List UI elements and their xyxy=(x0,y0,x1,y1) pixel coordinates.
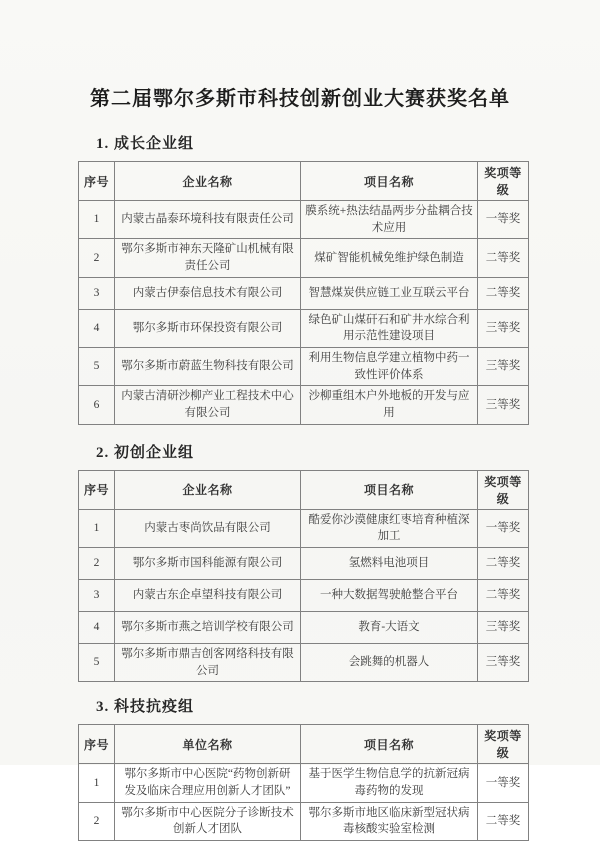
cell-award-level: 三等奖 xyxy=(478,644,529,682)
header-cell-index: 序号 xyxy=(79,725,115,764)
cell-index: 3 xyxy=(79,580,115,612)
cell-company-name: 鄂尔多斯市鼎吉创客网络科技有限公司 xyxy=(115,644,301,682)
header-cell-index: 序号 xyxy=(79,162,115,201)
cell-index: 3 xyxy=(79,277,115,309)
table-row xyxy=(79,548,529,580)
header-cell-award-level: 奖项等级 xyxy=(478,470,529,509)
table-row xyxy=(79,764,529,802)
cell-company-name: 鄂尔多斯市环保投资有限公司 xyxy=(115,309,301,347)
cell-company-name: 鄂尔多斯市燕之培训学校有限公司 xyxy=(115,612,301,644)
table-row xyxy=(79,348,529,386)
table-header-row xyxy=(79,162,529,201)
table-row xyxy=(79,509,529,547)
cell-index: 2 xyxy=(79,802,115,840)
header-cell-project-name: 项目名称 xyxy=(301,725,478,764)
cell-index: 4 xyxy=(79,309,115,347)
cell-award-level: 一等奖 xyxy=(478,764,529,802)
cell-unit-name: 鄂尔多斯市中心医院“药物创新研发及临床合理应用创新人才团队” xyxy=(115,764,301,802)
cell-award-level: 二等奖 xyxy=(478,580,529,612)
cell-unit-name: 鄂尔多斯市中心医院分子诊断技术创新人才团队 xyxy=(115,802,301,840)
header-cell-unit-name: 单位名称 xyxy=(115,725,301,764)
cell-company-name: 内蒙古东企卓望科技有限公司 xyxy=(115,580,301,612)
table-row xyxy=(79,386,529,424)
header-cell-project-name: 项目名称 xyxy=(301,162,478,201)
cell-project-name: 鄂尔多斯市地区临床新型冠状病毒核酸实验室检测 xyxy=(301,802,478,840)
cell-project-name: 一种大数据驾驶舱整合平台 xyxy=(301,580,478,612)
section-startup-group xyxy=(78,441,528,683)
cell-project-name: 基于医学生物信息学的抗新冠病毒药物的发现 xyxy=(301,764,478,802)
section-antiepidemic-group xyxy=(78,695,528,841)
table-row xyxy=(79,644,529,682)
growth-group-table xyxy=(78,161,529,425)
header-cell-company-name: 企业名称 xyxy=(115,162,301,201)
cell-award-level: 二等奖 xyxy=(478,239,529,277)
cell-project-name: 煤矿智能机械免维护绿色制造 xyxy=(301,239,478,277)
document-title: 第二届鄂尔多斯市科技创新创业大赛获奖名单 xyxy=(90,88,510,110)
cell-company-name: 内蒙古枣尚饮品有限公司 xyxy=(115,509,301,547)
cell-company-name: 鄂尔多斯市蔚蓝生物科技有限公司 xyxy=(115,348,301,386)
cell-project-name: 酷爱你沙漠健康红枣培育种植深加工 xyxy=(301,509,478,547)
startup-group-table xyxy=(78,470,529,683)
cell-project-name: 沙柳重组木户外地板的开发与应用 xyxy=(301,386,478,424)
cell-company-name: 鄂尔多斯市国科能源有限公司 xyxy=(115,548,301,580)
cell-company-name: 内蒙古晶泰环境科技有限责任公司 xyxy=(115,201,301,239)
table-row xyxy=(79,277,529,309)
cell-index: 1 xyxy=(79,764,115,802)
cell-index: 5 xyxy=(79,348,115,386)
cell-index: 4 xyxy=(79,612,115,644)
cell-index: 5 xyxy=(79,644,115,682)
header-cell-project-name: 项目名称 xyxy=(301,470,478,509)
cell-company-name: 鄂尔多斯市神东天隆矿山机械有限责任公司 xyxy=(115,239,301,277)
cell-project-name: 氢燃料电池项目 xyxy=(301,548,478,580)
table-row xyxy=(79,309,529,347)
cell-project-name: 会跳舞的机器人 xyxy=(301,644,478,682)
header-cell-award-level: 奖项等级 xyxy=(478,162,529,201)
cell-index: 2 xyxy=(79,239,115,277)
table-row xyxy=(79,239,529,277)
section-3-heading: 3. 科技抗疫组 xyxy=(96,699,195,716)
cell-award-level: 三等奖 xyxy=(478,612,529,644)
cell-award-level: 二等奖 xyxy=(478,802,529,840)
cell-company-name: 内蒙古清研沙柳产业工程技术中心有限公司 xyxy=(115,386,301,424)
cell-index: 2 xyxy=(79,548,115,580)
cell-award-level: 二等奖 xyxy=(478,277,529,309)
cell-index: 1 xyxy=(79,509,115,547)
header-cell-award-level: 奖项等级 xyxy=(478,725,529,764)
cell-project-name: 教育-大语文 xyxy=(301,612,478,644)
table-header-row xyxy=(79,470,529,509)
cell-project-name: 绿色矿山煤矸石和矿井水综合利用示范性建设项目 xyxy=(301,309,478,347)
cell-award-level: 二等奖 xyxy=(478,548,529,580)
header-cell-index: 序号 xyxy=(79,470,115,509)
cell-company-name: 内蒙古伊泰信息技术有限公司 xyxy=(115,277,301,309)
section-2-heading: 2. 初创企业组 xyxy=(96,444,195,461)
cell-award-level: 一等奖 xyxy=(478,509,529,547)
table-row xyxy=(79,802,529,840)
cell-award-level: 三等奖 xyxy=(478,348,529,386)
cell-index: 1 xyxy=(79,201,115,239)
table-row xyxy=(79,580,529,612)
table-header-row xyxy=(79,725,529,764)
antiepidemic-group-table xyxy=(78,724,529,841)
cell-award-level: 一等奖 xyxy=(478,201,529,239)
table-row xyxy=(79,201,529,239)
table-row xyxy=(79,612,529,644)
cell-project-name: 智慧煤炭供应链工业互联云平台 xyxy=(301,277,478,309)
header-cell-company-name: 企业名称 xyxy=(115,470,301,509)
cell-project-name: 利用生物信息学建立植物中药一致性评价体系 xyxy=(301,348,478,386)
cell-award-level: 三等奖 xyxy=(478,309,529,347)
section-growth-group xyxy=(78,132,528,425)
cell-index: 6 xyxy=(79,386,115,424)
cell-award-level: 三等奖 xyxy=(478,386,529,424)
section-1-heading: 1. 成长企业组 xyxy=(96,136,195,152)
cell-project-name: 膜系统+热法结晶两步分盐耦合技术应用 xyxy=(301,201,478,239)
